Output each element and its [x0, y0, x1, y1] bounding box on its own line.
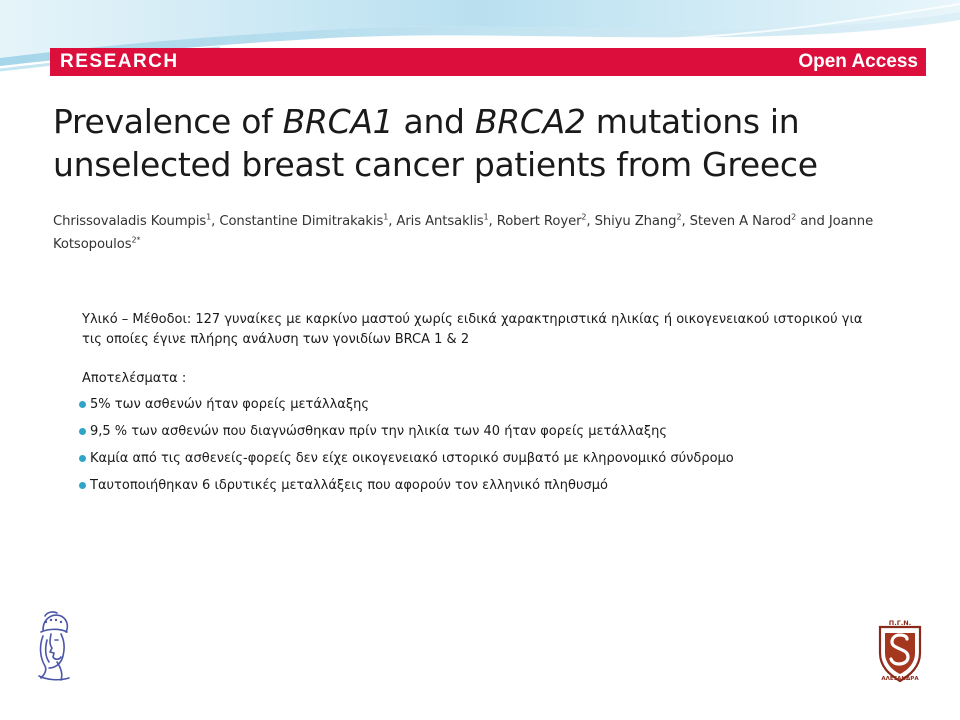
bullet-dot-icon: [79, 428, 86, 435]
title-gene-brca2: BRCA2: [474, 102, 586, 141]
author: Joanne Kotsopoulos$^{2*}$: [53, 214, 874, 252]
bullet-dot-icon: [79, 455, 86, 462]
author: Constantine Dimitrakakis$^1$,: [219, 212, 397, 229]
paper-header-image: [50, 48, 926, 270]
banner-research-label: RESEARCH: [60, 51, 179, 72]
slide-content: [82, 310, 872, 503]
list-item: Καμία από τις ασθενείς-φορείς δεν είχε οικογενειακό ιστορικό συμβατό με κληρονομικό σύνδρομο: [82, 449, 872, 469]
bullet-dot-icon: [79, 482, 86, 489]
title-part: mutations in unselected breast cancer patients from Greece: [53, 102, 818, 184]
author: Aris Antsaklis$^1$,: [396, 212, 497, 229]
list-item: Ταυτοποιήθηκαν 6 ιδρυτικές μεταλλάξεις που αφορούν τον ελληνικό πληθυσμό: [82, 476, 872, 496]
hospital-shield-logo-icon: [874, 615, 926, 683]
results-label: Αποτελέσματα :: [82, 371, 187, 386]
research-banner: [50, 48, 926, 76]
author: Chrissovaladis Koumpis$^1$,: [53, 212, 220, 229]
author: Robert Royer$^2$,: [496, 212, 595, 229]
bullet-dot-icon: [79, 401, 86, 408]
author: Shiyu Zhang$^2$,: [594, 212, 690, 229]
paper-authors: [53, 210, 923, 256]
svg-text:Π.Γ.Ν.: Π.Γ.Ν.: [888, 619, 912, 627]
list-item: 9,5 % των ασθενών που διαγνώσθηκαν πρίν την ηλικία των 40 ήταν φορείς μετάλλαξης: [82, 422, 872, 442]
results-list: [82, 395, 872, 496]
list-item: 5% των ασθενών ήταν φορείς μετάλλαξης: [82, 395, 872, 415]
title-gene-brca1: BRCA1: [282, 102, 394, 141]
author: Steven A Narod$^2$ and: [689, 212, 829, 229]
title-part: Prevalence of: [53, 102, 283, 141]
athena-head-logo-icon: [33, 610, 73, 682]
svg-text:ΑΛΕΞΑΝΔΡΑ: ΑΛΕΞΑΝΔΡΑ: [881, 676, 919, 682]
title-part: and: [393, 102, 475, 141]
methods-paragraph: Υλικό – Μέθοδοι: 127 γυναίκες με καρκίνο μαστού χωρίς ειδικά χαρακτηριστικά ηλικίας ή οικογενειακού ιστορικού για τις οποίες έγινε πλήρης ανάλυση των γονιδίων BRCA 1 & 2: [82, 312, 863, 347]
paper-title: [53, 100, 923, 186]
banner-open-access-label: Open Access: [798, 51, 918, 72]
